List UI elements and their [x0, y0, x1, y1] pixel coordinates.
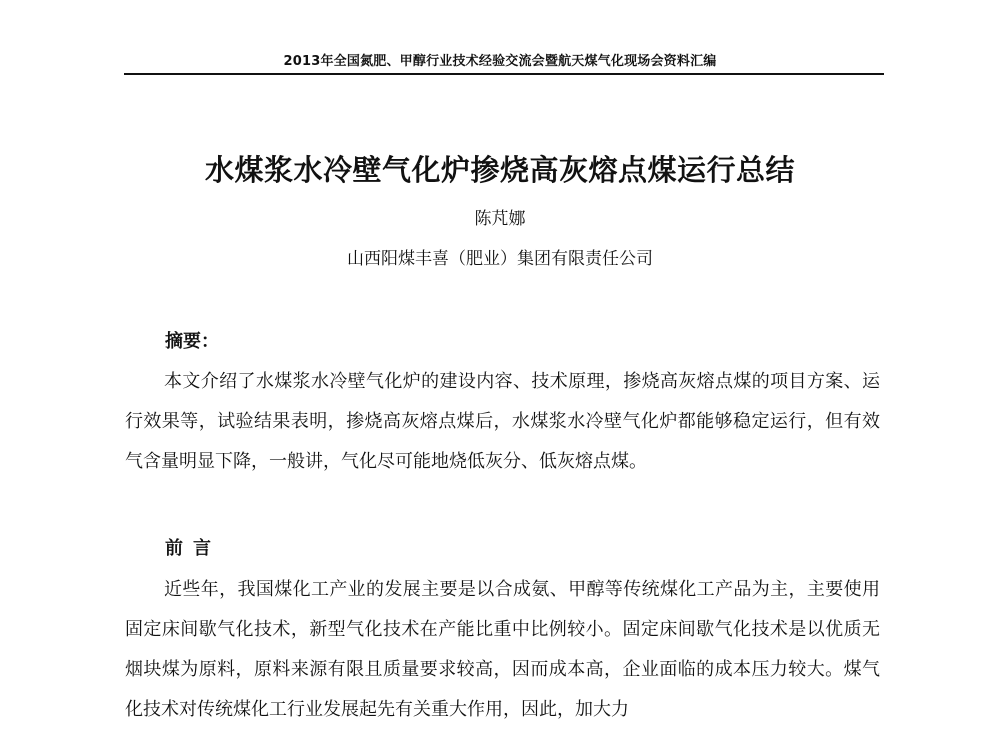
abstract-paragraph: 本文介绍了水煤浆水冷壁气化炉的建设内容、技术原理，掺烧高灰熔点煤的项目方案、运行效果等，试验结果表明，掺烧高灰熔点煤后，水煤浆水冷壁气化炉都能够稳定运行，但有效气含量明显下降，一般讲，气化尽可能地烧低灰分、低灰熔点煤。 [125, 371, 880, 472]
preface-heading: 前言 [165, 538, 221, 559]
paper-title: 水煤浆水冷壁气化炉掺烧高灰熔点煤运行总结 [204, 153, 795, 187]
abstract-heading: 摘要： [165, 331, 219, 352]
running-header: 2013年全国氮肥、甲醇行业技术经验交流会暨航天煤气化现场会资料汇编 [283, 54, 717, 69]
author-name: 陈芃娜 [474, 209, 526, 229]
header-rule [124, 73, 884, 75]
author-affiliation: 山西阳煤丰喜（肥业）集团有限责任公司 [347, 249, 653, 269]
preface-paragraph: 近些年，我国煤化工产业的发展主要是以合成氨、甲醇等传统煤化工产品为主，主要使用固定床间歇气化技术，新型气化技术在产能比重中比例较小。固定床间歇气化技术是以优质无烟块煤为原料，原料来源有限且质量要求较高，因而成本高，企业面临的成本压力较大。煤气化技术对传统煤化工行业发展起先有关重大作用，因此，加大力 [125, 579, 880, 720]
